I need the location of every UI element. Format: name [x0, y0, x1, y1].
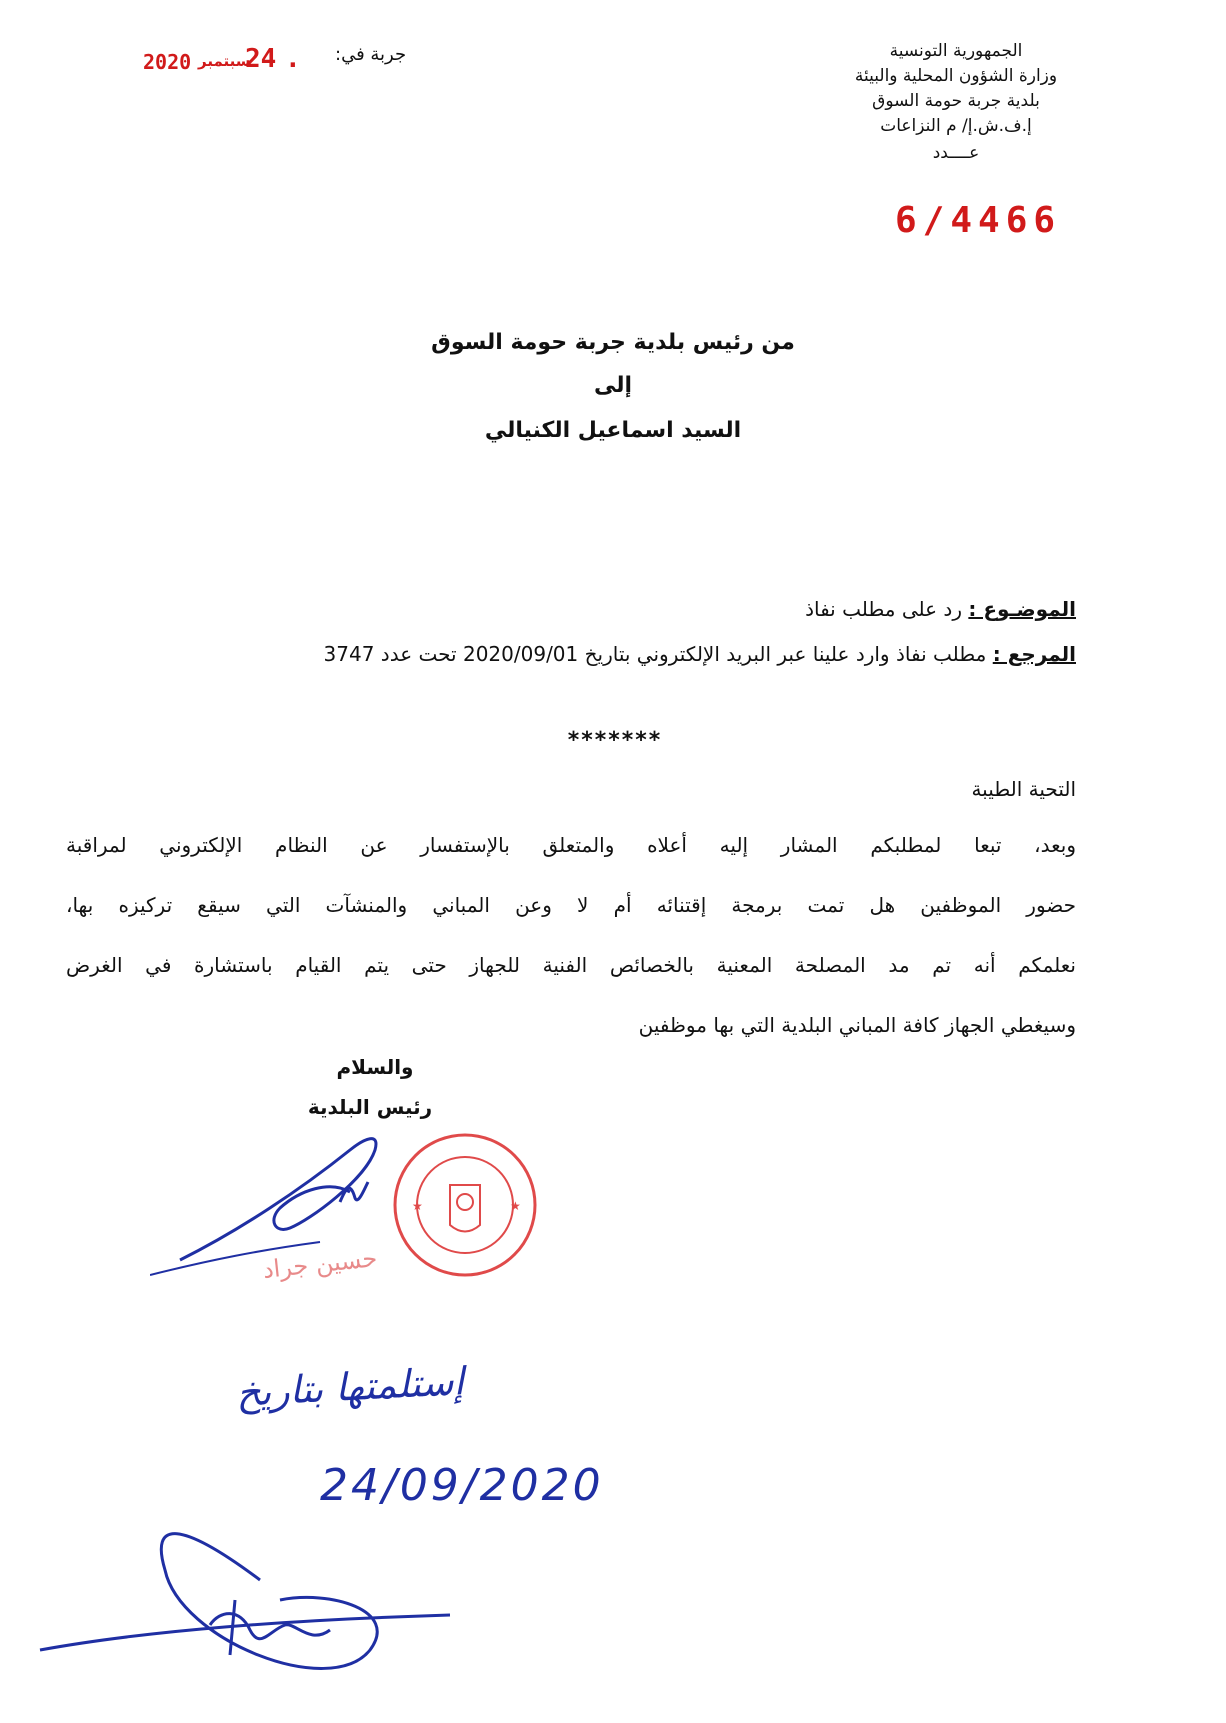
separator-stars: *******	[567, 728, 663, 753]
reference-text: مطلب نفاذ وارد علينا عبر البريد الإلكتروني بتاريخ 2020/09/01 تحت عدد 3747	[323, 642, 987, 666]
number-label: عــــدد	[932, 143, 980, 163]
svg-text:★: ★	[412, 1199, 423, 1213]
recipient-signature	[30, 1480, 470, 1710]
body-line-1: وبعد، تبعا لمطلبكم المشار إليه أعلاه والمتعلق بالإستفسار عن النظام الإلكتروني لمراقبة	[66, 833, 1076, 857]
municipality-name: بلدية جربة حومة السوق	[872, 91, 1040, 111]
closing-title: رئيس البلدية	[307, 1095, 433, 1119]
reference-number-stamp: 6/4466	[895, 200, 1062, 241]
department-code: إ.ف.ش.إ/ م النزاعات	[880, 116, 1032, 136]
closing-salutation: والسلام	[336, 1055, 414, 1079]
date-stamp-day: 24	[245, 44, 277, 74]
to-word: إلى	[593, 373, 633, 398]
date-stamp-year: 2020	[143, 50, 192, 74]
body-line-4: وسيغطي الجهاز كافة المباني البلدية التي بها موظفين	[638, 1013, 1076, 1037]
country-name: الجمهورية التونسية	[889, 41, 1023, 61]
receipt-note: إستلمتها بتاريخ	[234, 1359, 466, 1415]
reference-line	[66, 642, 1076, 666]
date-stamp-dot: .	[285, 44, 301, 74]
body-line-2: حضور الموظفين هل تمت برمجة إقتنائه أم لا وعن المباني والمنشآت التي سيقع تركيزه بها،	[66, 893, 1076, 917]
greeting: التحية الطيبة	[971, 777, 1076, 801]
sender-line: من رئيس بلدية جربة حومة السوق	[431, 330, 795, 355]
official-seal	[390, 1130, 540, 1280]
reference-label: المرجع :	[992, 642, 1076, 666]
subject-line	[66, 597, 1076, 621]
subject-label: الموضـوع :	[968, 597, 1076, 621]
signer-name-stamp: حسين جراد	[261, 1244, 379, 1284]
receipt-date: 24/09/2020	[320, 1460, 604, 1511]
date-stamp-month: سبتمبر	[198, 52, 251, 70]
recipient-line: السيد اسماعيل الكنيالي	[484, 418, 742, 443]
date-label: جربة في:	[335, 44, 407, 65]
body-line-3: نعلمكم أنه تم مد المصلحة المعنية بالخصائص الفنية للجهاز حتى يتم القيام باستشارة في الغرض	[66, 953, 1076, 977]
ministry-name: وزارة الشؤون المحلية والبيئة	[854, 66, 1058, 86]
svg-text:★: ★	[510, 1199, 521, 1213]
subject-text: رد على مطلب نفاذ	[805, 597, 962, 621]
